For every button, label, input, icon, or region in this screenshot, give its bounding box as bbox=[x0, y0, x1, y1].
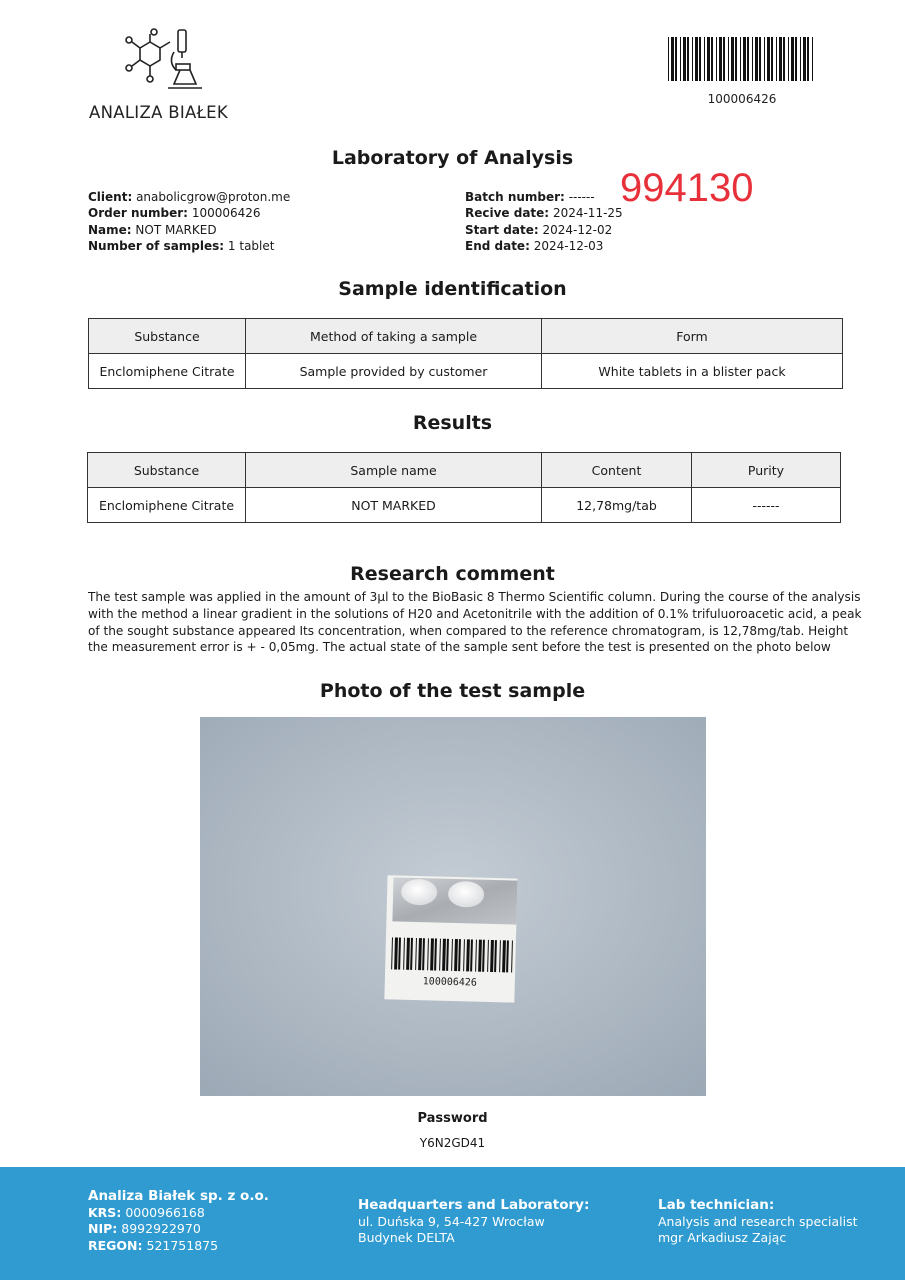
barcode-bar bbox=[791, 37, 794, 81]
barcode-bar bbox=[807, 37, 809, 81]
table-row bbox=[89, 354, 843, 389]
table-header-cell: Purity bbox=[692, 453, 841, 488]
batch-info bbox=[465, 189, 623, 254]
table-row bbox=[88, 488, 841, 523]
table-header-row bbox=[89, 319, 843, 354]
start-value: 2024-12-02 bbox=[542, 222, 613, 237]
barcode-bar bbox=[719, 37, 722, 81]
table-header-cell: Sample name bbox=[246, 453, 542, 488]
table-header-row bbox=[88, 453, 841, 488]
barcode-bar bbox=[783, 37, 785, 81]
table-cell: Enclomiphene Citrate bbox=[89, 354, 246, 389]
barcode-bar bbox=[675, 37, 677, 81]
company-name: Analiza Białek sp. z o.o. bbox=[88, 1188, 269, 1204]
krs-value: 0000966168 bbox=[125, 1204, 205, 1220]
start-label: Start date: bbox=[465, 222, 539, 237]
barcode-bar bbox=[723, 37, 725, 81]
barcode-bar bbox=[743, 37, 746, 81]
table-cell: 12,78mg/tab bbox=[542, 488, 692, 523]
logo bbox=[118, 26, 208, 98]
results-table bbox=[87, 452, 841, 523]
name-value: NOT MARKED bbox=[135, 222, 217, 237]
sample-identification-table bbox=[88, 318, 843, 389]
recive-value: 2024-11-25 bbox=[552, 206, 623, 221]
barcode-bar bbox=[803, 37, 806, 81]
tech-role: Analysis and research specialist bbox=[658, 1213, 858, 1229]
table-cell: Sample provided by customer bbox=[246, 354, 542, 389]
barcode-bar bbox=[812, 37, 813, 81]
table-header-cell: Method of taking a sample bbox=[246, 319, 542, 354]
batch-value: ------ bbox=[568, 190, 595, 204]
hq-title: Headquarters and Laboratory: bbox=[358, 1197, 590, 1213]
barcode-bar bbox=[683, 37, 686, 81]
barcode-bar bbox=[704, 37, 705, 81]
recive-label: Recive date: bbox=[465, 206, 550, 221]
photo-heading: Photo of the test sample bbox=[319, 680, 586, 702]
barcode-bar bbox=[668, 37, 669, 81]
hq-building: Budynek DELTA bbox=[358, 1230, 455, 1246]
end-value: 2024-12-03 bbox=[533, 238, 604, 253]
password-value: Y6N2GD41 bbox=[419, 1136, 486, 1150]
footer-headquarters bbox=[358, 1197, 589, 1247]
stamp-number: 994130 bbox=[620, 166, 754, 210]
barcode-bar bbox=[759, 37, 761, 81]
barcode-bar bbox=[735, 37, 737, 81]
nip-value: 8992922970 bbox=[121, 1221, 201, 1237]
order-label: Order number: bbox=[88, 206, 188, 221]
name-label: Name: bbox=[88, 222, 132, 237]
barcode-bar bbox=[800, 37, 801, 81]
barcode bbox=[668, 37, 816, 81]
barcode-bar bbox=[680, 37, 681, 81]
barcode-bar bbox=[771, 37, 773, 81]
barcode-bar bbox=[747, 37, 749, 81]
barcode-bar bbox=[716, 37, 717, 81]
tech-title: Lab technician: bbox=[658, 1197, 775, 1213]
barcode-bar bbox=[755, 37, 758, 81]
password-label: Password bbox=[417, 1111, 488, 1126]
barcode-bar bbox=[728, 37, 729, 81]
barcode-bar bbox=[695, 37, 698, 81]
krs-label: KRS: bbox=[88, 1204, 122, 1220]
order-value: 100006426 bbox=[191, 206, 261, 221]
table-header-cell: Substance bbox=[88, 453, 246, 488]
table-header-cell: Form bbox=[542, 319, 843, 354]
barcode-bar bbox=[779, 37, 782, 81]
results-heading: Results bbox=[412, 412, 493, 434]
barcode-bar bbox=[731, 37, 734, 81]
sample-identification-heading: Sample identification bbox=[338, 278, 567, 300]
nip-label: NIP: bbox=[88, 1221, 118, 1237]
samples-value: 1 tablet bbox=[227, 238, 275, 253]
footer bbox=[0, 1167, 905, 1280]
page-title: Laboratory of Analysis bbox=[331, 147, 574, 169]
barcode-bar bbox=[776, 37, 777, 81]
barcode-bar bbox=[740, 37, 741, 81]
logo-text: ANALIZA BIAŁEK bbox=[89, 103, 229, 122]
barcode-bar bbox=[692, 37, 693, 81]
molecule-microscope-icon bbox=[118, 26, 208, 98]
batch-label: Batch number: bbox=[465, 190, 565, 204]
barcode-bar bbox=[767, 37, 770, 81]
barcode-bar bbox=[764, 37, 765, 81]
barcode-number: 100006426 bbox=[707, 92, 777, 106]
barcode-bar bbox=[795, 37, 797, 81]
footer-company bbox=[88, 1188, 269, 1254]
research-comment-heading: Research comment bbox=[350, 563, 555, 585]
sample-photo bbox=[200, 717, 706, 1096]
table-cell: White tablets in a blister pack bbox=[542, 354, 843, 389]
table-header-cell: Substance bbox=[89, 319, 246, 354]
table-cell: ------ bbox=[692, 488, 841, 523]
barcode-bar bbox=[671, 37, 674, 81]
client-value: anabolicgrow@proton.me bbox=[136, 190, 291, 204]
client-info bbox=[88, 189, 290, 254]
end-label: End date: bbox=[465, 238, 530, 253]
research-comment-text: The test sample was applied in the amount of 3µl to the BioBasic 8 Thermo Scientific column. During the course of the analysis with the method a linear gradient in the solutions of H20 and Acetonitrile with the addition of 0.1% trifuluoroacetic acid, a peak of the sought substance appeared Its concentration, when compared to the reference chromatogram, is 12,78mg/tab. Height the measurement error is + - 0,05mg. The actual state of the sample sent before the test is presented on the photo below bbox=[88, 590, 862, 655]
regon-value: 521751875 bbox=[146, 1237, 219, 1253]
regon-label: REGON: bbox=[88, 1237, 143, 1253]
barcode-bar bbox=[699, 37, 701, 81]
client-label: Client: bbox=[88, 190, 133, 204]
barcode-bar bbox=[752, 37, 753, 81]
barcode-bar bbox=[687, 37, 689, 81]
table-cell: NOT MARKED bbox=[246, 488, 542, 523]
photo-label-number: 100006426 bbox=[422, 976, 478, 989]
footer-technician bbox=[658, 1197, 858, 1247]
table-header-cell: Content bbox=[542, 453, 692, 488]
tech-name: mgr Arkadiusz Zając bbox=[658, 1230, 787, 1246]
barcode-bar bbox=[707, 37, 710, 81]
table-cell: Enclomiphene Citrate bbox=[88, 488, 246, 523]
barcode-bar bbox=[788, 37, 789, 81]
hq-address: ul. Duńska 9, 54-427 Wrocław bbox=[358, 1213, 545, 1229]
barcode-bar bbox=[711, 37, 713, 81]
samples-label: Number of samples: bbox=[88, 238, 225, 253]
